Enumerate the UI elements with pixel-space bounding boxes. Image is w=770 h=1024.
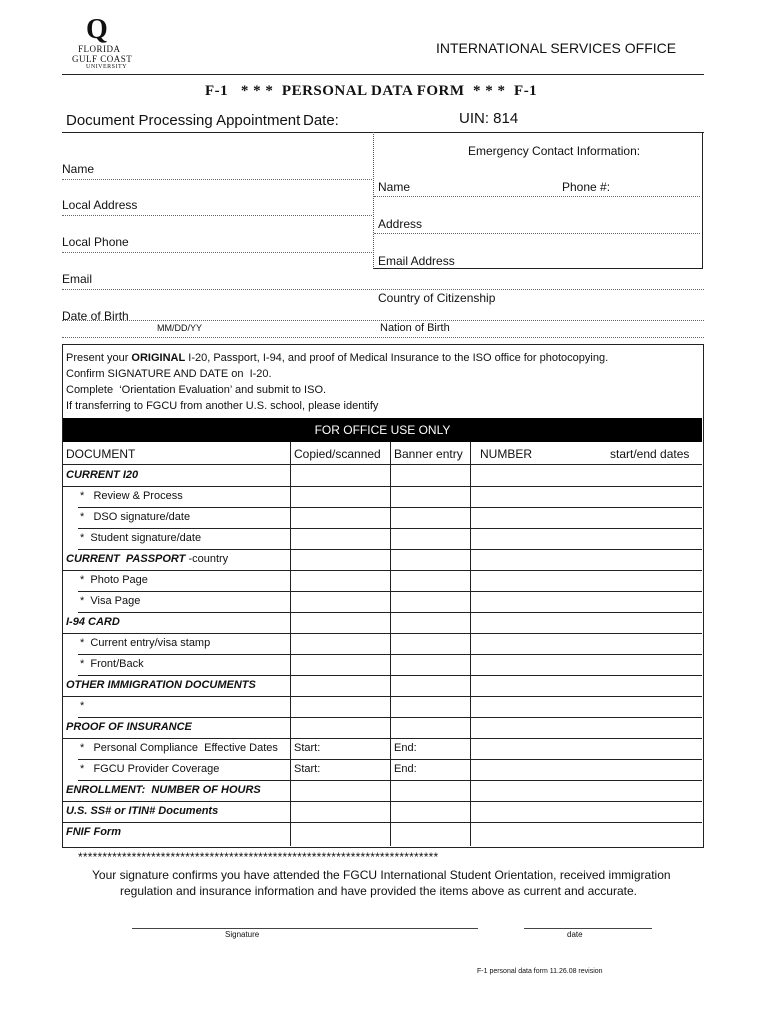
emergency-address-label: Address (378, 217, 423, 231)
row-label-suffix: -country (185, 553, 229, 565)
confirmation-line-2: regulation and insurance information and have provided the items above as current and accurate. (120, 884, 637, 898)
instruction-line-3: Complete ‘Orientation Evaluation’ and submit to ISO. (66, 384, 327, 396)
table-row-rule (78, 717, 702, 718)
table-row-rule (78, 528, 702, 529)
col-header-document: DOCUMENT (66, 447, 136, 461)
row-label-text: * DSO signature/date (80, 511, 191, 523)
signature-label: Signature (225, 930, 260, 939)
emergency-name-line[interactable] (374, 196, 700, 197)
table-row-label (66, 679, 256, 691)
logo-line2: GULF COAST (72, 54, 133, 64)
table-row-rule (63, 738, 702, 739)
row-label-text: U.S. SS# or ITIN# Documents (66, 805, 219, 817)
stars-divider: ************************************************************************** (78, 850, 439, 864)
table-row-rule (78, 675, 702, 676)
uin-label: UIN: 814 (459, 110, 519, 127)
table-row-rule (78, 612, 702, 613)
col-header-dates: start/end dates (610, 447, 690, 461)
form-title: F-1 * * * PERSONAL DATA FORM * * * F-1 (205, 83, 538, 99)
nation-line[interactable] (62, 337, 704, 338)
header-rule (62, 74, 704, 75)
row-end-cell[interactable]: End: (394, 763, 417, 775)
table-row-label (66, 826, 121, 838)
office-use-bar (63, 418, 702, 442)
instruction-line-1 (66, 352, 608, 364)
email-line[interactable] (62, 289, 704, 290)
row-label-text: ENROLLMENT: NUMBER OF HOURS (66, 784, 261, 796)
table-row-rule (78, 780, 702, 781)
table-row-label (66, 784, 261, 796)
emergency-address-line[interactable] (374, 233, 700, 234)
local-phone-label: Local Phone (62, 235, 129, 249)
table-row-label (80, 658, 144, 670)
row-label-text: * Personal Compliance Effective Dates (80, 742, 278, 754)
col-header-copied: Copied/scanned (294, 447, 381, 461)
nation-of-birth-label: Nation of Birth (380, 322, 450, 334)
table-row-label (66, 469, 138, 481)
fgcu-logo (72, 14, 152, 72)
office-title: INTERNATIONAL SERVICES OFFICE (436, 40, 677, 56)
table-row-rule (78, 549, 702, 550)
row-label-text: * Student signature/date (80, 532, 202, 544)
table-row-label (66, 616, 120, 628)
row-label-text: I-94 CARD (66, 616, 120, 628)
table-row-rule (78, 654, 702, 655)
table-row-label (80, 637, 210, 649)
col-header-banner: Banner entry (394, 447, 463, 461)
table-row-rule (63, 633, 702, 634)
emergency-name-label: Name (378, 180, 411, 194)
row-label-text: * Visa Page (80, 595, 141, 607)
emergency-contact-title: Emergency Contact Information: (468, 144, 641, 158)
table-header-rule (63, 464, 702, 465)
instruction-1-pre: Present your (66, 352, 132, 364)
table-row-rule (63, 822, 702, 823)
row-label-text: PROOF OF INSURANCE (66, 721, 192, 733)
table-row-label (80, 490, 183, 502)
instruction-1-bold: ORIGINAL (131, 352, 186, 364)
row-label-text: OTHER IMMIGRATION DOCUMENTS (66, 679, 256, 691)
col-divider-3 (470, 442, 471, 846)
office-use-label: FOR OFFICE USE ONLY (314, 423, 451, 437)
table-row-rule (63, 486, 702, 487)
local-address-line[interactable] (62, 215, 372, 216)
date-line[interactable] (524, 928, 652, 929)
dob-label: Date of Birth (62, 309, 129, 323)
table-row-label (80, 763, 219, 775)
table-row-label (80, 700, 84, 712)
row-label-text: FNIF Form (66, 826, 121, 838)
local-phone-line[interactable] (62, 252, 372, 253)
table-row-label (80, 595, 140, 607)
table-row-label (66, 721, 192, 733)
col-divider-1 (290, 442, 291, 846)
table-row-label (66, 553, 228, 565)
table-row-rule (78, 591, 702, 592)
name-label: Name (62, 162, 95, 176)
row-label-text: * Current entry/visa stamp (80, 637, 211, 649)
row-label-text: * FGCU Provider Coverage (80, 763, 220, 775)
row-label-text: * Review & Process (80, 490, 183, 502)
revision-note: F-1 personal data form 11.26.08 revision (477, 968, 603, 975)
instruction-line-2: Confirm SIGNATURE AND DATE on I-20. (66, 368, 272, 380)
col-header-number: NUMBER (480, 447, 533, 461)
signature-line[interactable] (132, 928, 478, 929)
instruction-1-post: I-20, Passport, I-94, and proof of Medical Insurance to the ISO office for photocopying. (185, 352, 609, 364)
col-divider-2 (390, 442, 391, 846)
dob-line[interactable] (62, 320, 704, 321)
email-label: Email (62, 272, 93, 286)
row-label-text: CURRENT PASSPORT (66, 553, 186, 565)
emergency-email-label: Email Address (378, 254, 455, 268)
table-row-label (66, 805, 218, 817)
date-label: Date: (303, 112, 339, 129)
emergency-phone-label: Phone #: (562, 180, 611, 194)
table-row-label (80, 532, 201, 544)
confirmation-line-1: Your signature confirms you have attended the FGCU International Student Orientation, received immigration (92, 868, 671, 882)
row-label-text: CURRENT I20 (66, 469, 139, 481)
table-row-label (80, 511, 190, 523)
table-row-rule (63, 801, 702, 802)
local-address-label: Local Address (62, 198, 138, 212)
table-row-rule (78, 759, 702, 760)
signature-date-label: date (567, 930, 583, 939)
table-row-label (80, 742, 278, 754)
row-label-text: * (80, 700, 85, 712)
appointment-label: Document Processing Appointment (66, 112, 301, 129)
table-row-rule (78, 507, 702, 508)
table-row-rule (63, 570, 702, 571)
row-end-cell[interactable]: End: (394, 742, 417, 754)
row-label-text: * Photo Page (80, 574, 148, 586)
instruction-line-4: If transferring to FGCU from another U.S. school, please identify (66, 400, 379, 412)
logo-mark: Q (86, 14, 108, 45)
row-start-cell[interactable]: Start: (294, 742, 321, 754)
table-row-label (80, 574, 148, 586)
country-label: Country of Citizenship (378, 291, 496, 305)
table-row-rule (63, 696, 702, 697)
logo-line3: UNIVERSITY (86, 64, 127, 70)
row-start-cell[interactable]: Start: (294, 763, 321, 775)
row-label-text: * Front/Back (80, 658, 144, 670)
dob-format: MM/DD/YY (157, 323, 202, 333)
name-line[interactable] (62, 179, 372, 180)
logo-line1: FLORIDA (78, 44, 121, 54)
